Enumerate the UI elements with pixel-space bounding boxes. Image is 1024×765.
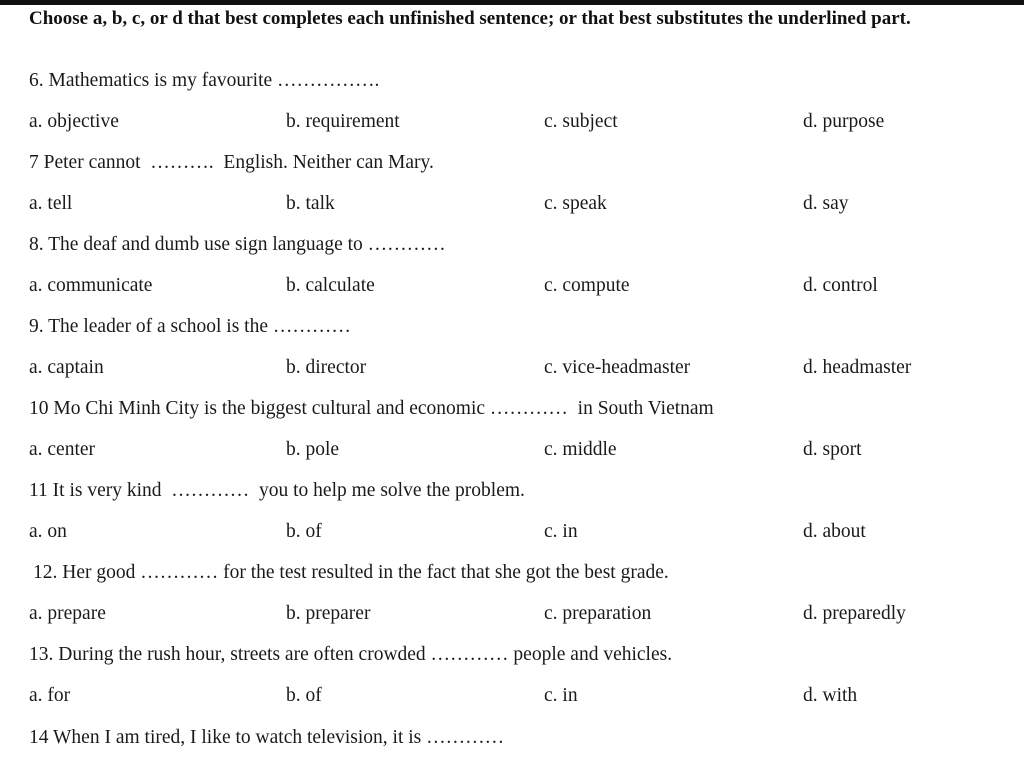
question-13-option-c[interactable]: c. in xyxy=(544,685,578,706)
question-6-option-c[interactable]: c. subject xyxy=(544,111,618,132)
question-10-option-c[interactable]: c. middle xyxy=(544,439,617,460)
question-10-option-a[interactable]: a. center xyxy=(29,439,96,460)
question-7-option-c[interactable]: c. speak xyxy=(544,193,607,214)
question-7-option-a[interactable]: a. tell xyxy=(29,193,73,214)
question-6-option-d[interactable]: d. purpose xyxy=(803,111,885,132)
question-13-option-b[interactable]: b. of xyxy=(286,685,322,706)
question-13-option-d[interactable]: d. with xyxy=(803,685,858,706)
question-9-option-d[interactable]: d. headmaster xyxy=(803,357,912,378)
question-14-stem: 14 When I am tired, I like to watch television, it is ………… xyxy=(29,727,505,748)
question-9-option-c[interactable]: c. vice-headmaster xyxy=(544,357,691,378)
question-8-option-d[interactable]: d. control xyxy=(803,275,878,296)
question-8-stem: 8. The deaf and dumb use sign language to ………… xyxy=(29,234,446,255)
question-9-options xyxy=(0,356,1024,380)
question-11-option-a[interactable]: a. on xyxy=(29,521,67,542)
question-13-options xyxy=(0,684,1024,708)
question-7-option-d[interactable]: d. say xyxy=(803,193,849,214)
instructions-heading: Choose a, b, c, or d that best completes each unfinished sentence; or that best substitutes the underlined part. xyxy=(29,8,911,29)
question-9-stem: 9. The leader of a school is the ………… xyxy=(29,316,351,337)
question-10-stem: 10 Mo Chi Minh City is the biggest cultural and economic ………… in South Vietnam xyxy=(29,398,714,419)
question-6-options xyxy=(0,110,1024,134)
question-12-stem: 12. Her good ………… for the test resulted in the fact that she got the best grade. xyxy=(33,562,669,583)
question-11-stem: 11 It is very kind ………… you to help me solve the problem. xyxy=(29,480,525,501)
question-10-options xyxy=(0,438,1024,462)
question-8-option-a[interactable]: a. communicate xyxy=(29,275,153,296)
question-13-option-a[interactable]: a. for xyxy=(29,685,71,706)
question-12-option-d[interactable]: d. preparedly xyxy=(803,603,906,624)
question-12-options xyxy=(0,602,1024,626)
question-6-stem: 6. Mathematics is my favourite ……………. xyxy=(29,70,380,91)
question-13-stem: 13. During the rush hour, streets are often crowded ………… people and vehicles. xyxy=(29,644,673,665)
question-9-option-a[interactable]: a. captain xyxy=(29,357,104,378)
question-6-option-b[interactable]: b. requirement xyxy=(286,111,400,132)
question-6-option-a[interactable]: a. objective xyxy=(29,111,119,132)
question-11-options xyxy=(0,520,1024,544)
question-11-option-c[interactable]: c. in xyxy=(544,521,578,542)
question-10-option-b[interactable]: b. pole xyxy=(286,439,340,460)
question-12-option-b[interactable]: b. preparer xyxy=(286,603,371,624)
question-7-options xyxy=(0,192,1024,216)
question-7-stem: 7 Peter cannot ………. English. Neither can Mary. xyxy=(29,152,434,173)
question-8-option-b[interactable]: b. calculate xyxy=(286,275,375,296)
question-7-option-b[interactable]: b. talk xyxy=(286,193,335,214)
question-11-option-b[interactable]: b. of xyxy=(286,521,322,542)
question-12-option-c[interactable]: c. preparation xyxy=(544,603,652,624)
question-9-option-b[interactable]: b. director xyxy=(286,357,367,378)
question-8-options xyxy=(0,274,1024,298)
question-10-option-d[interactable]: d. sport xyxy=(803,439,862,460)
question-11-option-d[interactable]: d. about xyxy=(803,521,866,542)
question-8-option-c[interactable]: c. compute xyxy=(544,275,630,296)
question-12-option-a[interactable]: a. prepare xyxy=(29,603,106,624)
